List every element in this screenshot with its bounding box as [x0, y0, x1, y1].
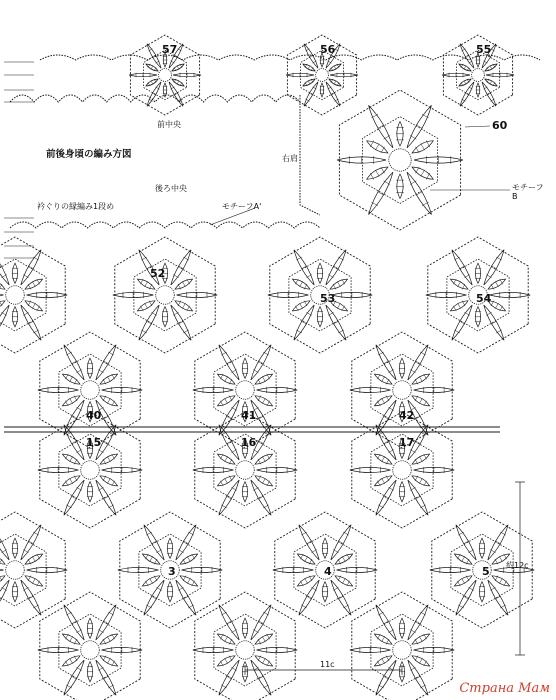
motif-outline-m16 — [195, 409, 295, 528]
motif-stitch-m54-5-2 — [458, 303, 461, 308]
motif-stitch-m17-2-2 — [415, 496, 421, 499]
label-front-center: 前中央 — [157, 120, 181, 129]
motif-number-57: 57 — [162, 43, 178, 56]
motif-stitch-m4-2-2 — [338, 596, 344, 599]
motif-stitch-m42-11-2 — [419, 376, 422, 381]
motif-stitch-m2-2-2 — [28, 596, 34, 599]
watermark-logo: Страна Мам — [459, 681, 550, 696]
motif-stitch-m-bottom-2-11-2 — [262, 636, 265, 641]
motif-stitch-m5-11-2 — [499, 556, 502, 561]
motif-petal-m51-8 — [0, 250, 9, 285]
motif-stitch-m54-2-2 — [491, 321, 497, 324]
motif-stitch-m60-1-2 — [421, 170, 425, 177]
motif-number-54: 54 — [476, 292, 492, 305]
motif-stitch-m55-1-2 — [490, 81, 492, 85]
motif-stitch-m53-11-2 — [337, 281, 340, 286]
motif-center-ring-m57 — [159, 69, 172, 82]
motif-petal-m51-4 — [0, 305, 9, 340]
motif-stitch-m16-7-2 — [225, 456, 228, 461]
motif-stitch-m51-11-2 — [32, 281, 35, 286]
motif-outline-m-bottom-2 — [195, 592, 295, 700]
motif-stitch-m60-7-2 — [375, 144, 379, 151]
motif-outline-m17 — [352, 409, 452, 528]
motif-center-ring-m55 — [472, 69, 485, 82]
motif-petal-m2-5 — [0, 576, 5, 586]
motif-stitch-m56-1-2 — [334, 81, 336, 85]
motif-stitch-m-bottom-1-1-2 — [107, 658, 110, 663]
motif-center-ring-m41 — [236, 381, 255, 400]
motif-center-ring-m16 — [236, 461, 255, 480]
motif-center-ring-m15 — [81, 461, 100, 480]
motif-center-ring-m-bottom-3 — [393, 641, 412, 660]
motif-stitch-m5-1-2 — [499, 578, 502, 583]
motif-number-42: 42 — [399, 409, 415, 422]
motif-number-53: 53 — [320, 292, 336, 305]
motif-stitch-m40-5-2 — [70, 398, 73, 403]
motif-petal-m2-6 — [0, 567, 3, 572]
motif-outline-m52 — [115, 237, 215, 353]
motif-petal-m51-6 — [0, 292, 3, 297]
motif-stitch-m53-2-2 — [333, 321, 339, 324]
motif-outline-m2 — [0, 512, 65, 628]
motif-stitch-m60-5-2 — [375, 170, 379, 177]
motif-stitch-m2-1-2 — [32, 578, 35, 583]
motif-petal-m51-5 — [0, 301, 5, 311]
motif-stitch-m5-7-2 — [462, 556, 465, 561]
motif-stitch-m40-1-2 — [107, 398, 110, 403]
motif-stitch-m2-11-2 — [32, 556, 35, 561]
motif-stitch-m-bottom-3-2-2 — [415, 676, 421, 679]
motif-stitch-m41-5-2 — [225, 398, 228, 403]
motif-stitch-m53-5-2 — [300, 303, 303, 308]
motif-stitch-m16-5-2 — [225, 478, 228, 483]
motif-stitch-m54-1-2 — [495, 303, 498, 308]
motif-stitch-m56-5-2 — [308, 81, 310, 85]
motif-number-3: 3 — [168, 565, 176, 578]
motif-stitch-m41-1-2 — [262, 398, 265, 403]
label-neck-edge: 衿ぐりの縁編み1段め — [37, 202, 115, 211]
motif-number-52: 52 — [150, 267, 166, 280]
motif-stitch-m3-7-2 — [150, 556, 153, 561]
motif-number-5: 5 — [482, 565, 490, 578]
motif-stitch-m17-5-2 — [382, 478, 385, 483]
motif-center-ring-m52 — [156, 286, 175, 305]
motif-stitch-m3-5-2 — [150, 578, 153, 583]
motif-number-41: 41 — [241, 409, 257, 422]
motif-stitch-m53-1-2 — [337, 303, 340, 308]
motif-center-ring-m40 — [81, 381, 100, 400]
motif-stitch-m-bottom-2-5-2 — [225, 658, 228, 663]
motif-stitch-m4-11-2 — [342, 556, 345, 561]
motif-stitch-m15-11-2 — [107, 456, 110, 461]
motif-stitch-m-bottom-1-5-2 — [70, 658, 73, 663]
motif-stitch-m17-11-2 — [419, 456, 422, 461]
motif-stitch-m3-11-2 — [187, 556, 190, 561]
motif-stitch-m-bottom-3-7-2 — [382, 636, 385, 641]
motif-stitch-m4-5-2 — [305, 578, 308, 583]
motif-stitch-m54-7-2 — [458, 281, 461, 286]
motif-stitch-m55-11-2 — [490, 66, 492, 70]
neck-shaping-line — [300, 95, 320, 215]
motif-stitch-m40-2-2 — [103, 416, 109, 419]
motif-stitch-m15-7-2 — [70, 456, 73, 461]
motif-stitch-m-bottom-1-7-2 — [70, 636, 73, 641]
motif-center-ring-m51 — [6, 286, 25, 305]
motif-stitch-m53-7-2 — [300, 281, 303, 286]
motif-stitch-m54-11-2 — [495, 281, 498, 286]
motif-stitch-m-bottom-1-11-2 — [107, 636, 110, 641]
motif-stitch-m15-2-2 — [103, 496, 109, 499]
motif-stitch-m42-2-2 — [415, 416, 421, 419]
neck-back-arches — [10, 222, 320, 228]
motif-center-ring-m2 — [6, 561, 25, 580]
label-motif-a: モチーフA' — [222, 202, 262, 211]
motif-number-17: 17 — [399, 436, 415, 449]
motif-center-ring-m17 — [393, 461, 412, 480]
motif-stitch-m17-1-2 — [419, 478, 422, 483]
motif-mid-ring-m51 — [0, 259, 46, 331]
motif-stitch-m4-7-2 — [305, 556, 308, 561]
motif-stitch-m52-7-2 — [145, 281, 148, 286]
motif-number-56: 56 — [320, 43, 336, 56]
motif-petal-m2-4 — [0, 580, 9, 615]
motif-stitch-m55-7-2 — [464, 66, 466, 70]
motif-number-4: 4 — [324, 565, 332, 578]
motif-number-16: 16 — [241, 436, 257, 449]
motif-stitch-m16-2-2 — [258, 496, 264, 499]
label-motif-b: モチーフB — [512, 183, 544, 202]
motif-stitch-m41-7-2 — [225, 376, 228, 381]
motif-stitch-m40-7-2 — [70, 376, 73, 381]
motif-number-15: 15 — [86, 436, 102, 449]
motif-outline-m40 — [40, 332, 140, 448]
motif-stitch-m56-11-2 — [334, 66, 336, 70]
motif-stitch-m-bottom-3-1-2 — [419, 658, 422, 663]
motif-stitch-m16-11-2 — [262, 456, 265, 461]
label-height: 約12c — [506, 561, 529, 570]
motif-stitch-m3-2-2 — [183, 596, 189, 599]
motif-center-ring-m56 — [316, 69, 329, 82]
motif-stitch-m42-7-2 — [382, 376, 385, 381]
motif-number-55: 55 — [476, 43, 492, 56]
motif-mid-ring-m2 — [0, 534, 46, 606]
motif-stitch-m52-1-2 — [182, 303, 185, 308]
label-right-shoulder: 右肩 — [282, 154, 298, 163]
motif-petal-m51-7 — [0, 279, 5, 289]
motif-center-ring-m42 — [393, 381, 412, 400]
motif-petal-m2-8 — [0, 525, 9, 560]
diagram-title: 前後身頃の編み方図 — [46, 149, 132, 160]
motif-stitch-m52-11-2 — [182, 281, 185, 286]
motif-stitch-m-bottom-3-5-2 — [382, 658, 385, 663]
motif-stitch-m57-7-2 — [151, 66, 153, 70]
motif-stitch-m3-1-2 — [187, 578, 190, 583]
motif-stitch-m-bottom-3-11-2 — [419, 636, 422, 641]
motif-stitch-m42-5-2 — [382, 398, 385, 403]
motif-stitch-m16-1-2 — [262, 478, 265, 483]
motif-stitch-m55-5-2 — [464, 81, 466, 85]
motif-center-ring-m-bottom-1 — [81, 641, 100, 660]
motif-stitch-m51-2-2 — [28, 321, 34, 324]
motif-center-ring-m-bottom-2 — [236, 641, 255, 660]
motif-petal-m2-7 — [0, 554, 5, 564]
motif-outline-m-bottom-3 — [352, 592, 452, 700]
motif-outline-m51 — [0, 237, 65, 353]
motif-stitch-m-bottom-2-2-2 — [258, 676, 264, 679]
motif-stitch-m56-7-2 — [308, 66, 310, 70]
motif-stitch-m4-1-2 — [342, 578, 345, 583]
motif-stitch-m51-1-2 — [32, 303, 35, 308]
motif-center-ring-m60 — [389, 149, 411, 171]
motif-stitch-m57-1-2 — [177, 81, 179, 85]
motif-outline-m42 — [352, 332, 452, 448]
motif-stitch-m-bottom-2-7-2 — [225, 636, 228, 641]
motif-stitch-m5-5-2 — [462, 578, 465, 583]
motif-stitch-m52-2-2 — [178, 321, 184, 324]
pointer-60 — [465, 126, 490, 127]
motif-stitch-m41-2-2 — [258, 416, 264, 419]
label-width: 11c — [320, 660, 335, 669]
label-back-center: 後ろ中央 — [155, 184, 187, 193]
motif-stitch-m15-1-2 — [107, 478, 110, 483]
motif-stitch-m-bottom-1-2-2 — [103, 676, 109, 679]
motif-outline-m15 — [40, 409, 140, 528]
motif-outline-m60 — [339, 90, 460, 230]
motif-stitch-m57-5-2 — [151, 81, 153, 85]
motif-stitch-m17-7-2 — [382, 456, 385, 461]
motif-outline-m-bottom-1 — [40, 592, 140, 700]
motif-stitch-m15-5-2 — [70, 478, 73, 483]
motif-stitch-m52-5-2 — [145, 303, 148, 308]
motif-outline-m41 — [195, 332, 295, 448]
motif-number-40: 40 — [86, 409, 102, 422]
motif-stitch-m57-11-2 — [177, 66, 179, 70]
motif-number-60: 60 — [492, 119, 508, 132]
motif-stitch-m40-11-2 — [107, 376, 110, 381]
motif-stitch-m-bottom-2-1-2 — [262, 658, 265, 663]
motif-stitch-m60-11-2 — [421, 144, 425, 151]
motif-stitch-m5-2-2 — [495, 596, 501, 599]
motif-stitch-m41-11-2 — [262, 376, 265, 381]
motif-stitch-m42-1-2 — [419, 398, 422, 403]
